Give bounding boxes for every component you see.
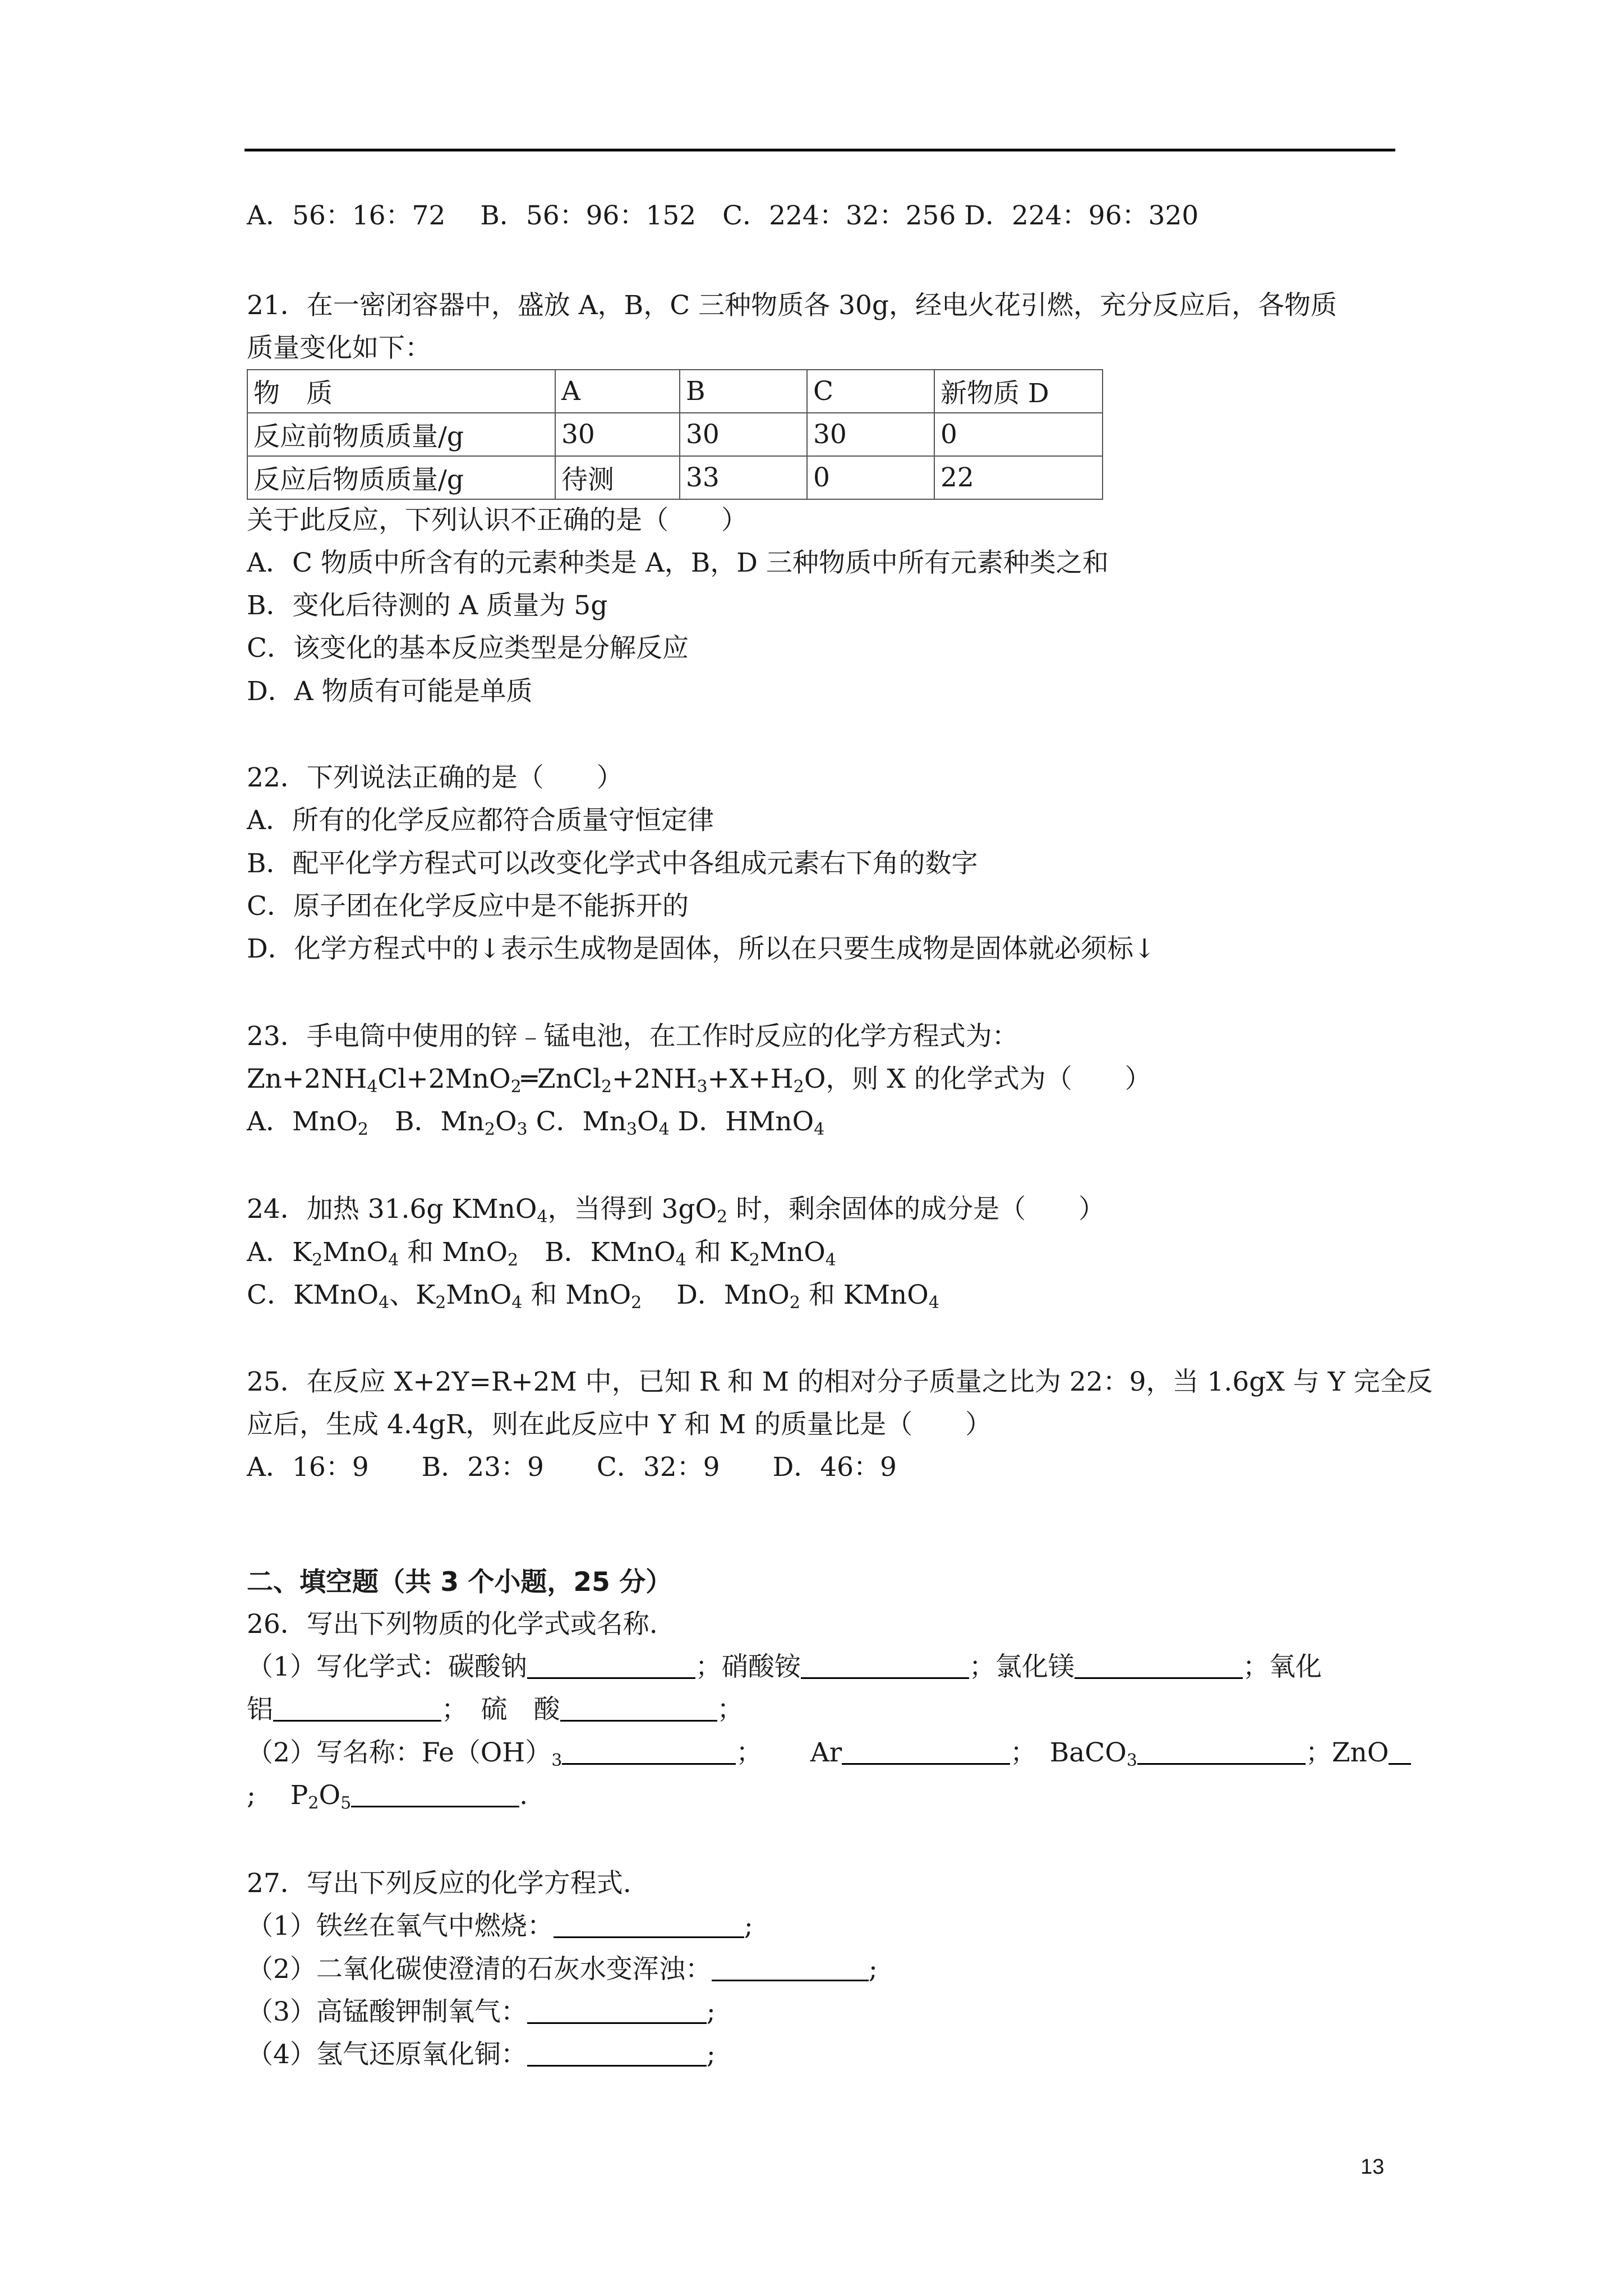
q26-line4: ; $P_2O_5$ . [247, 1780, 528, 1813]
q24-options-cd: C．KMnO$_4$、$K_2MnO_4$ 和 MnO$_2$ D．MnO$_2$ 和 KMnO$_4$ [247, 1280, 939, 1313]
answer-blank[interactable] [562, 1737, 736, 1765]
q22-option-b: B．配平化学方程式可以改变化学式中各组成元素右下角的数字 [247, 848, 978, 879]
answer-blank[interactable] [351, 1780, 519, 1807]
table-cell: C [807, 370, 934, 413]
q21-mass-table [247, 369, 1103, 500]
table-cell: 0 [807, 456, 934, 499]
q22-option-d: D．化学方程式中的↓表示生成物是固体，所以在只要生成物是固体就必须标↓ [247, 933, 1156, 964]
q22-stem: 22．下列说法正确的是（ ） [247, 762, 623, 793]
table-cell: A [555, 370, 680, 413]
q26-stem: 26．写出下列物质的化学式或名称. [247, 1609, 658, 1640]
answer-blank[interactable] [560, 1694, 717, 1722]
table-row [247, 456, 1103, 499]
answer-blank[interactable] [273, 1694, 441, 1722]
q22-option-c: C．原子团在化学反应中是不能拆开的 [247, 891, 689, 922]
q26-line1: （1）写化学式：碳酸钠 ；硝酸铵 ；氯化镁 ；氧化 [247, 1651, 1322, 1682]
q21-option-a: A．C 物质中所含有的元素种类是 A，B，D 三种物质中所有元素种类之和 [247, 547, 1109, 578]
table-cell: B [680, 370, 807, 413]
page-number: 13 [1361, 2155, 1385, 2179]
answer-blank[interactable] [527, 2039, 707, 2067]
table-cell: 物 质 [247, 370, 555, 413]
table-row [247, 413, 1103, 456]
table-cell: 0 [934, 413, 1103, 456]
q27-item-1: （1）铁丝在氧气中燃烧： ; [247, 1911, 753, 1941]
q27-item-4: （4）氢气还原氧化铜： ; [247, 2039, 716, 2070]
table-cell: 33 [680, 456, 807, 499]
q23-equation: $Zn+2NH_4Cl+2MnO_2═ZnCl_2+2NH_3+X+H_2O$，则 X 的化学式为（ ） [247, 1064, 1151, 1097]
q24-stem: 24．加热 31.6g KMnO$_4$，当得到 $3gO_2$ 时，剩余固体的成分是（ ） [247, 1194, 1105, 1227]
answer-blank[interactable] [1075, 1651, 1243, 1679]
q20-options: A．56：16：72 B．56：96：152 C．224：32：256 D．224：96：320 [247, 200, 1199, 231]
answer-blank[interactable] [554, 1911, 744, 1938]
q21-option-d: D．A 物质有可能是单质 [247, 676, 533, 707]
answer-blank[interactable] [527, 1996, 707, 2024]
q26-line3: （2）写名称：$Fe(OH)_3$ ； Ar ； BaCO$_3$ ；ZnO [247, 1736, 1411, 1770]
answer-blank[interactable] [1389, 1737, 1411, 1765]
table-cell: 待测 [555, 456, 680, 499]
table-cell: 反应后物质质量/g [247, 456, 555, 499]
table-cell: 反应前物质质量/g [247, 413, 555, 456]
answer-blank[interactable] [801, 1651, 969, 1679]
q27-item-3: （3）高锰酸钾制氧气： ; [247, 1996, 716, 2027]
header-rule [245, 149, 1395, 151]
answer-blank[interactable] [1137, 1737, 1306, 1765]
q27-stem: 27．写出下列反应的化学方程式. [247, 1868, 631, 1899]
table-cell: 22 [934, 456, 1103, 499]
answer-blank[interactable] [842, 1737, 1010, 1765]
table-header-row [247, 370, 1103, 413]
q22-option-a: A．所有的化学反应都符合质量守恒定律 [247, 805, 714, 836]
q25-stem-line2: 应后，生成 4.4gR，则在此反应中 Y 和 M 的质量比是（ ） [247, 1409, 992, 1440]
q26-line2: 铝 ； 硫 酸 ； [247, 1694, 744, 1725]
q21-stem-line2: 质量变化如下： [247, 333, 431, 364]
answer-blank[interactable] [527, 1651, 695, 1679]
q21-option-b: B．变化后待测的 A 质量为 5g [247, 590, 608, 621]
table-cell: 新物质 D [934, 370, 1103, 413]
q25-stem-line1: 25．在反应 X+2Y=R+2M 中，已知 R 和 M 的相对分子质量之比为 22：9，当 1.6gX 与 Y 完全反 [247, 1366, 1433, 1397]
table-cell: 30 [807, 413, 934, 456]
q25-options: A．16：9 B．23：9 C．32：9 D．46：9 [247, 1452, 897, 1483]
q24-options-ab: A．$K_2MnO_4$ 和 MnO$_2$ B．KMnO$_4$ 和 $K_2MnO_4$ [247, 1237, 836, 1270]
q23-stem: 23．手电筒中使用的锌﹣锰电池，在工作时反应的化学方程式为： [247, 1021, 1018, 1052]
q21-stem-line1: 21．在一密闭容器中，盛放 A，B，C 三种物质各 30g，经电火花引燃，充分反应后，各物质 [247, 290, 1337, 321]
q21-option-c: C．该变化的基本反应类型是分解反应 [247, 633, 689, 664]
answer-blank[interactable] [712, 1954, 869, 1981]
table-cell: 30 [680, 413, 807, 456]
q21-ask: 关于此反应，下列认识不正确的是（ ） [247, 505, 748, 536]
section-2-title: 二、填空题（共 3 个小题，25 分） [247, 1567, 672, 1598]
table-cell: 30 [555, 413, 680, 456]
q23-options: A．MnO$_2$ B．$Mn_2O_3$ C．$Mn_3O_4$ D．HMnO$_4$ [247, 1106, 825, 1139]
q27-item-2: （2）二氧化碳使澄清的石灰水变浑浊： ; [247, 1954, 878, 1985]
